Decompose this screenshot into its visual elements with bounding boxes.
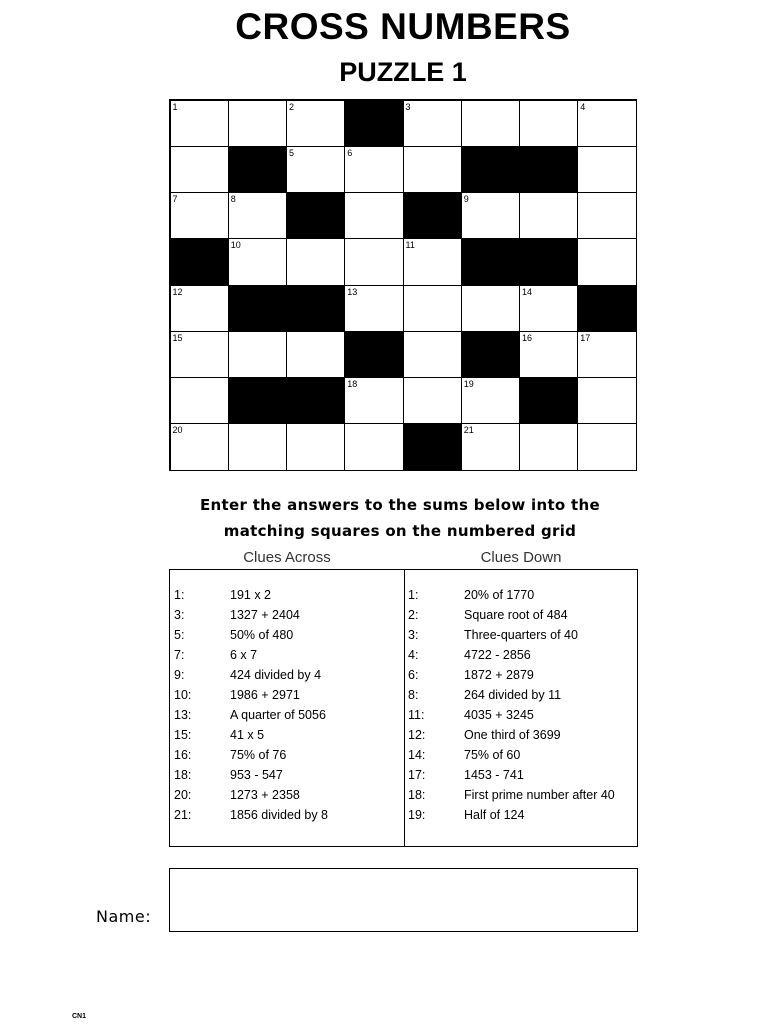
grid-cell-black [577, 285, 636, 332]
grid-cell[interactable] [577, 100, 636, 147]
clue-text: 1273 + 2358 [230, 788, 300, 802]
grid-cell[interactable] [344, 192, 403, 239]
clue-row [408, 767, 615, 787]
grid-cell[interactable] [577, 377, 636, 424]
clue-number: 10: [174, 688, 192, 702]
clue-number: 21: [174, 808, 192, 822]
grid-cell-number: 20 [172, 425, 183, 436]
grid-cell-number: 15 [172, 332, 183, 343]
clue-text: 953 - 547 [230, 768, 283, 782]
grid-cell[interactable] [577, 423, 636, 470]
clue-row [408, 607, 615, 627]
clue-text: 6 x 7 [230, 648, 258, 662]
grid-cell-number: 11 [405, 240, 415, 251]
clue-text: 191 x 2 [230, 588, 272, 602]
clue-number: 9: [174, 668, 185, 682]
clues-across-header: Clues Across [243, 549, 331, 566]
grid-cell[interactable] [170, 146, 229, 193]
grid-cell[interactable] [577, 192, 636, 239]
clue-row [408, 647, 615, 667]
grid-cell-number: 19 [463, 379, 474, 389]
grid-cell[interactable] [519, 192, 578, 239]
crossnumber-grid [169, 99, 637, 471]
clue-row [408, 587, 615, 607]
clue-number: 19: [408, 808, 426, 822]
grid-cell[interactable] [461, 192, 520, 239]
grid-cell-black [403, 192, 462, 239]
clue-row [174, 787, 328, 807]
grid-cell[interactable] [403, 238, 462, 285]
clue-number: 17: [408, 768, 426, 782]
clue-number: 13: [174, 708, 192, 722]
clues-down-header: Clues Down [480, 549, 562, 566]
clue-text: Three-quarters of 40 [464, 628, 578, 642]
grid-cell[interactable] [344, 238, 403, 285]
grid-cell-number: 18 [347, 379, 358, 389]
grid-cell[interactable] [519, 423, 578, 470]
grid-cell-number: 1 [172, 101, 178, 112]
grid-cell-black [170, 238, 229, 285]
clue-row [408, 667, 615, 687]
clue-row [174, 607, 328, 627]
name-field[interactable] [169, 868, 638, 932]
grid-cell[interactable] [344, 285, 403, 332]
clue-number: 4: [408, 648, 419, 662]
clue-number: 3: [174, 608, 185, 622]
grid-cell[interactable] [228, 238, 287, 285]
grid-cell[interactable] [286, 146, 345, 193]
clue-text: 4722 - 2856 [464, 648, 531, 662]
grid-cell[interactable] [461, 100, 520, 147]
instructions-line-2: matching squares on the numbered grid [223, 522, 577, 540]
clue-number: 8: [408, 688, 419, 702]
grid-cell[interactable] [519, 331, 578, 378]
clue-text: 4035 + 3245 [464, 708, 534, 722]
clue-number: 14: [408, 748, 426, 762]
grid-cell-black [286, 377, 345, 424]
grid-cell[interactable] [170, 423, 229, 470]
clue-number: 15: [174, 728, 192, 742]
grid-cell-number: 13 [347, 286, 358, 297]
grid-cell-number: 2 [289, 101, 295, 112]
grid-cell[interactable] [461, 377, 520, 424]
clue-text: 41 x 5 [230, 728, 265, 742]
grid-cell-number: 12 [172, 286, 183, 297]
grid-cell[interactable] [286, 331, 345, 378]
grid-cell-number: 5 [289, 147, 295, 158]
grid-cell[interactable] [170, 100, 229, 147]
clue-row [174, 627, 328, 647]
clue-number: 16: [174, 748, 192, 762]
clue-row [174, 727, 328, 747]
footer-code: CN1 [72, 1013, 87, 1020]
grid-cell[interactable] [344, 423, 403, 470]
puzzle-subtitle: PUZZLE 1 [339, 57, 467, 87]
clue-row [174, 687, 328, 707]
clue-row [174, 767, 328, 787]
clue-row [174, 647, 328, 667]
grid-cell[interactable] [286, 238, 345, 285]
clue-number: 5: [174, 628, 185, 642]
grid-cell-number: 4 [580, 101, 586, 112]
clues-across-list [174, 587, 328, 827]
grid-cell-black [228, 285, 287, 332]
clue-number: 3: [408, 628, 419, 642]
clue-row [174, 747, 328, 767]
clue-text: Half of 124 [464, 808, 525, 822]
grid-cell-number: 10 [230, 240, 241, 251]
grid-cell-black [228, 146, 287, 193]
clues-divider [404, 570, 405, 846]
grid-cell-black [344, 100, 403, 147]
grid-cell-number: 21 [463, 425, 474, 436]
grid-cell[interactable] [170, 377, 229, 424]
grid-cell[interactable] [228, 331, 287, 378]
grid-cell[interactable] [170, 285, 229, 332]
grid-cell-number: 6 [347, 147, 353, 158]
clue-row [174, 587, 328, 607]
clue-text: 424 divided by 4 [230, 668, 322, 682]
grid-cell[interactable] [519, 100, 578, 147]
grid-cell[interactable] [170, 331, 229, 378]
grid-cell-number: 9 [463, 194, 469, 204]
clue-number: 1: [408, 588, 419, 602]
grid-cell-number: 14 [522, 286, 533, 297]
grid-cell-black [403, 423, 462, 470]
grid-cell[interactable] [577, 331, 636, 378]
grid-cell[interactable] [344, 377, 403, 424]
clue-text: 75% of 76 [230, 748, 287, 762]
grid-cell[interactable] [170, 192, 229, 239]
grid-cell-black [461, 331, 520, 378]
grid-cell[interactable] [403, 285, 462, 332]
clue-text: 1872 + 2879 [464, 668, 534, 682]
clue-row [408, 687, 615, 707]
grid-cell-number: 3 [405, 101, 411, 112]
clue-text: A quarter of 5056 [230, 708, 326, 722]
name-label: Name: [96, 907, 152, 926]
instructions [150, 492, 650, 544]
clue-row [408, 727, 615, 747]
grid-cell[interactable] [461, 423, 520, 470]
grid-cell[interactable] [519, 285, 578, 332]
grid-cell-number: 8 [230, 194, 236, 204]
clue-text: 20% of 1770 [464, 588, 535, 602]
clue-text: 1986 + 2971 [230, 688, 300, 702]
grid-cell-black [519, 146, 578, 193]
clue-text: 50% of 480 [230, 628, 294, 642]
clue-row [174, 707, 328, 727]
grid-cell-black [519, 377, 578, 424]
grid-cell[interactable] [344, 146, 403, 193]
clue-text: 264 divided by 11 [464, 688, 562, 702]
clue-row [408, 807, 615, 827]
clue-text: 1453 - 741 [464, 768, 524, 782]
clue-row [408, 787, 615, 807]
grid-cell-black [461, 146, 520, 193]
clue-row [174, 807, 328, 827]
grid-cell-black [344, 331, 403, 378]
grid-cell-black [286, 192, 345, 239]
grid-cell[interactable] [403, 377, 462, 424]
clues-box [169, 569, 638, 847]
grid-cell-black [519, 238, 578, 285]
clue-number: 7: [174, 648, 185, 662]
grid-cell[interactable] [286, 423, 345, 470]
clue-row [408, 747, 615, 767]
grid-cell[interactable] [228, 423, 287, 470]
clue-text: First prime number after 40 [464, 788, 615, 802]
grid-cell[interactable] [228, 192, 287, 239]
grid-cell[interactable] [577, 238, 636, 285]
grid-cell-number: 7 [172, 194, 178, 204]
grid-cell-black [461, 238, 520, 285]
grid-cell[interactable] [403, 331, 462, 378]
clues-down-list [408, 587, 615, 827]
clue-number: 12: [408, 728, 426, 742]
clue-number: 18: [408, 788, 426, 802]
grid-cell-black [286, 285, 345, 332]
page-title: CROSS NUMBERS [235, 6, 571, 47]
clue-number: 6: [408, 668, 419, 682]
clue-row [408, 627, 615, 647]
clue-text: 1327 + 2404 [230, 608, 300, 622]
clue-row [408, 707, 615, 727]
clue-number: 2: [408, 608, 419, 622]
grid-cell[interactable] [577, 146, 636, 193]
grid-cell[interactable] [461, 285, 520, 332]
clue-row [174, 667, 328, 687]
grid-cell-number: 16 [522, 332, 533, 343]
instructions-line-1: Enter the answers to the sums below into the [200, 496, 600, 514]
grid-cell[interactable] [403, 146, 462, 193]
clue-text: One third of 3699 [464, 728, 561, 742]
clue-text: 1856 divided by 8 [230, 808, 328, 822]
grid-cell[interactable] [403, 100, 462, 147]
clue-number: 11: [408, 708, 425, 722]
grid-cell-black [228, 377, 287, 424]
clue-text: Square root of 484 [464, 608, 568, 622]
grid-cell[interactable] [228, 100, 287, 147]
grid-cell-number: 17 [580, 332, 591, 343]
clue-number: 20: [174, 788, 192, 802]
clue-number: 1: [174, 588, 185, 602]
clue-number: 18: [174, 768, 192, 782]
grid-cell[interactable] [286, 100, 345, 147]
clue-text: 75% of 60 [464, 748, 521, 762]
